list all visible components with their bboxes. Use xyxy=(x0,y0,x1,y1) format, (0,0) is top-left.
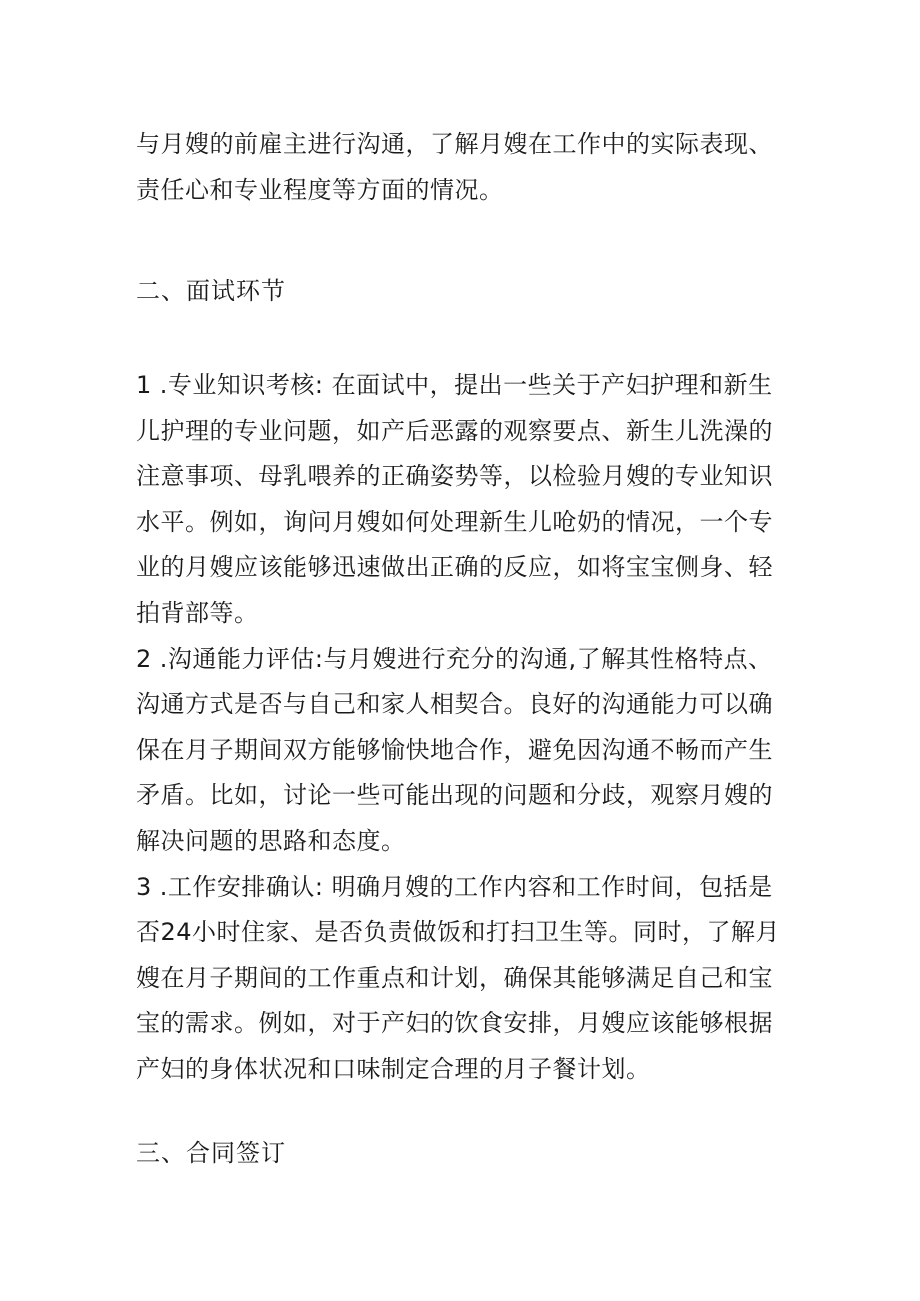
list-item-text: .沟通能力评估:与月嫂进行充分的沟通,了解其性格特点、沟通方式是否与自己和家人相契合。良好的沟通能力可以确保在月子期间双方能够愉快地合作，避免因沟通不畅而产生矛盾。比如，讨论一些可能出现的问题和分歧，观察月嫂的解决问题的思路和态度。 xyxy=(136,644,773,855)
list-item-text: .工作安排确认: 明确月嫂的工作内容和工作时间，包括是否24小时住家、是否负责做饭和打扫卫生等。同时，了解月嫂在月子期间的工作重点和计划，确保其能够满足自己和宝宝的需求。例如，对于产妇的饮食安排，月嫂应该能够根据产妇的身体状况和口味制定合理的月子餐计划。 xyxy=(136,872,781,1083)
section-heading-contract: 三、合同签订 xyxy=(136,1139,286,1167)
section-heading-interview: 二、面试环节 xyxy=(136,277,286,305)
list-item-number: 3 xyxy=(136,872,152,901)
list-item-text: .专业知识考核: 在面试中，提出一些关于产妇护理和新生儿护理的专业问题，如产后恶露的观察要点、新生儿洗澡的注意事项、母乳喂养的正确姿势等，以检验月嫂的专业知识水平。例如，询问月嫂如何处理新生儿呛奶的情况，一个专业的月嫂应该能够迅速做出正确的反应，如将宝宝侧身、轻拍背部等。 xyxy=(136,371,773,627)
list-item xyxy=(136,363,796,637)
list-item-number: 1 xyxy=(136,371,152,399)
intro-paragraph: 与月嫂的前雇主进行沟通，了解月嫂在工作中的实际表现、责任心和专业程度等方面的情况。 xyxy=(136,130,773,204)
interview-steps-list xyxy=(136,363,796,1093)
list-item xyxy=(136,637,796,865)
list-item xyxy=(136,865,796,1093)
list-item-number: 2 xyxy=(136,644,152,673)
